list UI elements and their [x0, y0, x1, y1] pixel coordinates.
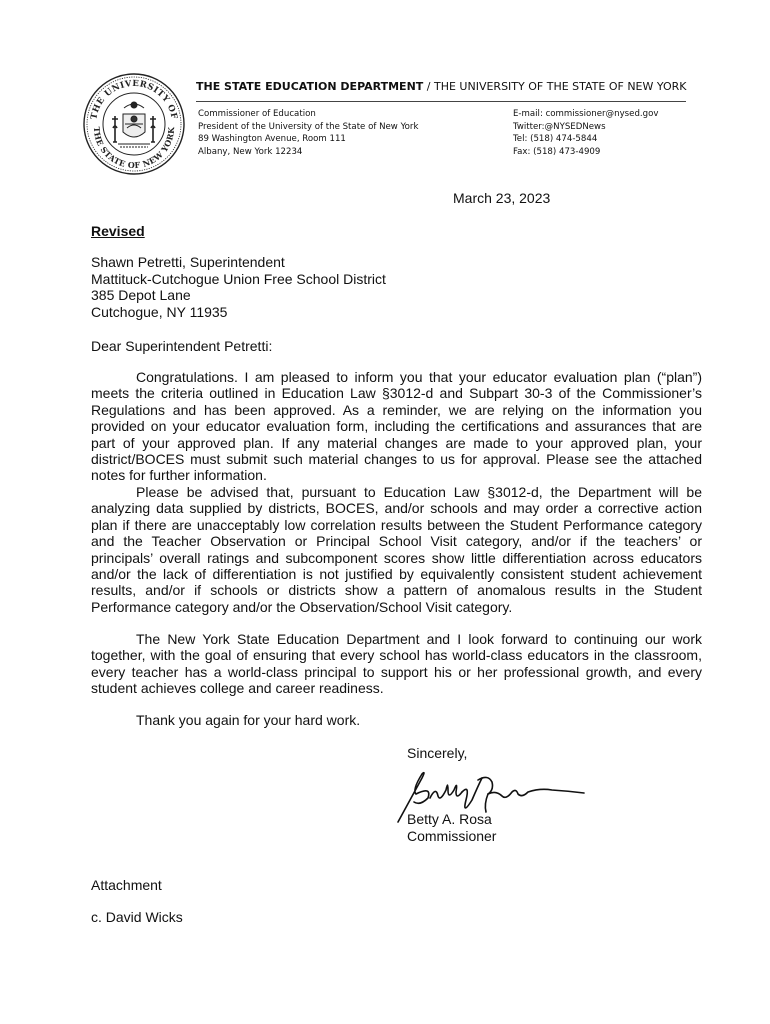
office-line: Albany, New York 12234	[198, 146, 303, 157]
letter-date: March 23, 2023	[453, 190, 551, 206]
office-line: Commissioner of Education	[198, 109, 316, 119]
office-line: 89 Washington Avenue, Room 111	[198, 134, 346, 144]
recipient-block	[91, 254, 386, 320]
signer-block	[407, 811, 496, 845]
signer-name: Betty A. Rosa	[407, 811, 492, 827]
thanks-line: Thank you again for your hard work.	[136, 712, 361, 728]
contact-twitter: Twitter:@NYSEDNews	[513, 121, 606, 132]
body-paragraph-3: The New York State Education Department and I look forward to continuing our work together, with the goal of ensuring that every school has world-class educators in the classroom, every teacher has a world-class principal to support his or her professional growth, and every student achieves college and career readiness.	[91, 631, 702, 697]
recipient-line: Shawn Petretti, Superintendent	[91, 254, 285, 270]
attachment-note: Attachment	[91, 877, 162, 893]
contact-phone: Tel: (518) 474-5844	[513, 134, 598, 144]
closing: Sincerely,	[407, 745, 468, 761]
revised-label: Revised	[91, 223, 145, 239]
svg-text:THE UNIVERSITY OF: THE UNIVERSITY OF	[89, 78, 179, 121]
svg-text:THE STATE OF NEW YORK: THE STATE OF NEW YORK	[91, 126, 177, 171]
office-line: President of the University of the State of New York	[198, 121, 419, 132]
office-address-block	[198, 108, 418, 158]
contact-fax: Fax: (518) 473-4909	[513, 146, 601, 157]
contact-block	[513, 108, 658, 158]
cc-line: c. David Wicks	[91, 909, 183, 925]
state-seal-logo	[82, 72, 186, 176]
body-paragraph-2: Please be advised that, pursuant to Education Law §3012-d, the Department will be analyzing data supplied by districts, BOCES, and/or schools and may order a corrective action plan if there are unacceptably low correlation results between the Student Performance category and the Teacher Observation or Principal School Visit category, and/or if the teachers’ or principals’ overall ratings and subcomponent scores show little differentiation across educators and/or the lack of differentiation is not justified by equivalently consistent student achievement results, and/or if schools or districts show a pattern of anomalous results in the Student Performance category and/or the Observation/School Visit category.	[91, 484, 702, 615]
letterhead-divider	[196, 101, 686, 102]
department-name: THE STATE EDUCATION DEPARTMENT	[196, 80, 424, 93]
recipient-line: Cutchogue, NY 11935	[91, 303, 228, 320]
recipient-line: Mattituck-Cutchogue Union Free School District	[91, 270, 386, 287]
contact-email: E-mail: commissioner@nysed.gov	[513, 109, 659, 119]
letterhead-title	[196, 80, 687, 93]
salutation: Dear Superintendent Petretti:	[91, 338, 273, 354]
body-paragraph-1: Congratulations. I am pleased to inform you that your educator evaluation plan (“plan”) meets the criteria outlined in Education Law §3012-d and Subpart 30-3 of the Commissioner’s Regulations and has been approved. As a reminder, we are relying on the information you provided on your educator evaluation form, including the certifications and assurances that are part of your approved plan. If any material changes are made to your approved plan, your district/BOCES must submit such material changes to us for approval. Please see the attached notes for further information.	[91, 369, 702, 484]
signer-title: Commissioner	[407, 828, 497, 844]
university-name: / THE UNIVERSITY OF THE STATE OF NEW YORK	[423, 80, 687, 93]
recipient-line: 385 Depot Lane	[91, 287, 191, 303]
